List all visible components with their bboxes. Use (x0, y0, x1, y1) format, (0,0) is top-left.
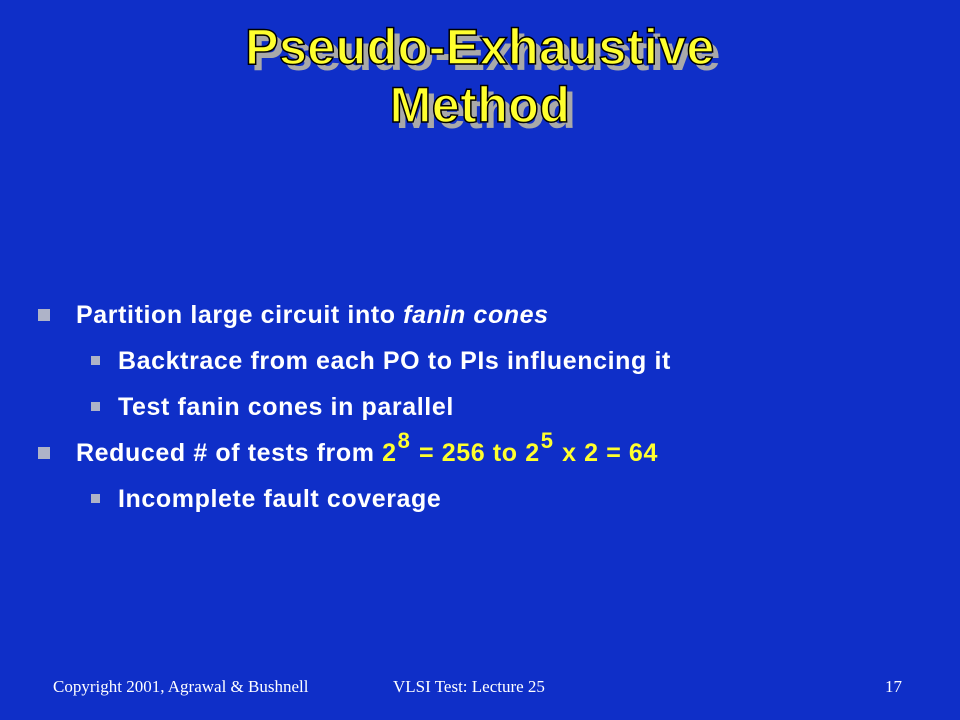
footer-page-number: 17 (885, 677, 902, 696)
bullet-text (76, 292, 549, 338)
bullet-list (38, 292, 938, 522)
square-bullet-icon (38, 447, 50, 459)
square-bullet-icon (91, 402, 100, 411)
sub-bullet-text: Backtrace from each PO to PIs influencing it (118, 347, 671, 375)
bullet-prefix: Partition large circuit into (76, 301, 404, 329)
formula-exponent-2: 5 (540, 427, 554, 453)
square-bullet-icon (38, 309, 50, 321)
formula-mid: = 256 to (411, 439, 526, 467)
bullet-emphasis: fanin cones (403, 301, 549, 329)
formula-exponent-1: 8 (397, 427, 411, 453)
formula (382, 427, 658, 467)
sub-bullet-item (38, 476, 938, 522)
sub-bullet-item (38, 338, 938, 384)
formula-base-2: 2 (525, 439, 540, 467)
bullet-item (38, 427, 938, 476)
bullet-item (38, 292, 938, 338)
square-bullet-icon (91, 356, 100, 365)
sub-bullet-text: Test fanin cones in parallel (118, 393, 454, 421)
title-line-2: Method (389, 77, 571, 133)
sub-bullet-text: Incomplete fault coverage (118, 485, 442, 513)
formula-base-1: 2 (382, 439, 397, 467)
bullet-text (76, 427, 658, 476)
bullet-prefix: Reduced # of tests from (76, 439, 383, 467)
title-line-1: Pseudo-Exhaustive (245, 19, 715, 75)
footer-copyright: Copyright 2001, Agrawal & Bushnell (53, 677, 309, 696)
square-bullet-icon (91, 494, 100, 503)
footer-course: VLSI Test: Lecture 25 (393, 677, 545, 696)
sub-bullet-item (38, 384, 938, 430)
slide-title (0, 18, 960, 134)
formula-suffix: x 2 = 64 (554, 439, 658, 467)
